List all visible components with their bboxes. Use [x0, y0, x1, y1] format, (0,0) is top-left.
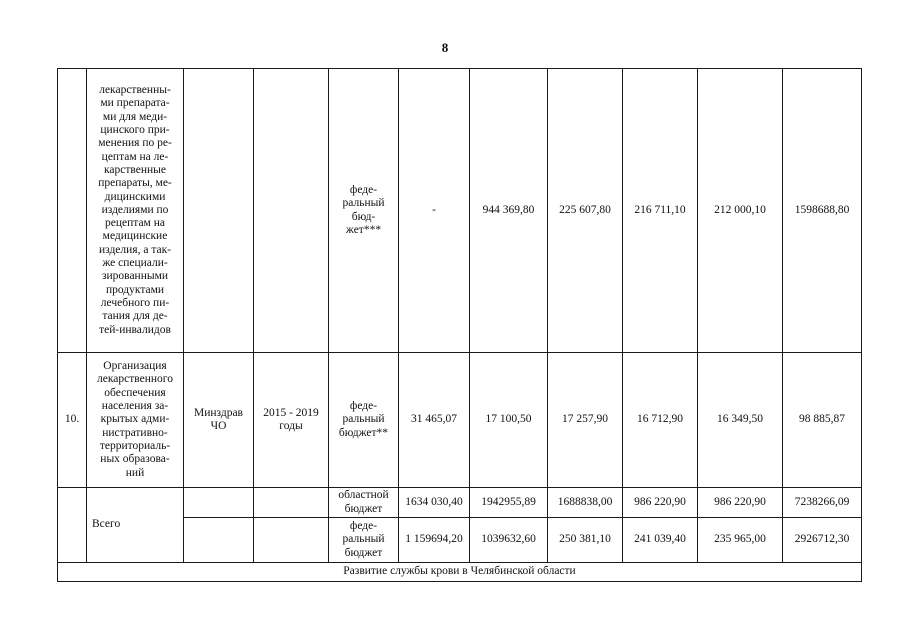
- value-cell: 98 885,87: [783, 353, 862, 488]
- section-row: [58, 563, 862, 582]
- empty-cell: [184, 488, 254, 518]
- value-cell: 17 100,50: [470, 353, 548, 488]
- value-cell: 235 965,00: [698, 518, 783, 563]
- value-cell: 1688838,00: [548, 488, 623, 518]
- value-cell: 1942955,89: [470, 488, 548, 518]
- funding-source: феде- ральный бюджет**: [329, 353, 399, 488]
- empty-cell: [254, 518, 329, 563]
- value-cell: 1598688,80: [783, 69, 862, 353]
- empty-cell: [58, 488, 87, 563]
- years: [254, 69, 329, 353]
- budget-table: [57, 68, 862, 582]
- value-cell: 216 711,10: [623, 69, 698, 353]
- empty-cell: [184, 518, 254, 563]
- funding-source: феде- ральный бюд- жет***: [329, 69, 399, 353]
- years: 2015 - 2019 годы: [254, 353, 329, 488]
- row-number: [58, 69, 87, 353]
- row-number: 10.: [58, 353, 87, 488]
- funding-source: феде- ральный бюджет: [329, 518, 399, 563]
- measure-name: Организация лекарственного обеспечения населения за- крытых адми- нистративно- территориаль- ных образова- ний: [87, 353, 184, 488]
- value-cell: 17 257,90: [548, 353, 623, 488]
- value-cell: 1634 030,40: [399, 488, 470, 518]
- executor: Минздрав ЧО: [184, 353, 254, 488]
- page-number: 8: [441, 40, 449, 55]
- value-cell: -: [399, 69, 470, 353]
- value-cell: 250 381,10: [548, 518, 623, 563]
- value-cell: 16 349,50: [698, 353, 783, 488]
- value-cell: 7238266,09: [783, 488, 862, 518]
- value-cell: 225 607,80: [548, 69, 623, 353]
- value-cell: 2926712,30: [783, 518, 862, 563]
- funding-source: областной бюджет: [329, 488, 399, 518]
- value-cell: 1039632,60: [470, 518, 548, 563]
- value-cell: 1 159694,20: [399, 518, 470, 563]
- value-cell: 212 000,10: [698, 69, 783, 353]
- total-label: Всего: [87, 488, 184, 563]
- table-row: [58, 353, 862, 488]
- section-title: Развитие службы крови в Челябинской области: [58, 563, 862, 582]
- table-row: [58, 69, 862, 353]
- empty-cell: [254, 488, 329, 518]
- executor: [184, 69, 254, 353]
- value-cell: 31 465,07: [399, 353, 470, 488]
- value-cell: 241 039,40: [623, 518, 698, 563]
- measure-name: лекарственны- ми препарата- ми для меди- цинского при- менения по ре- цептам на ле- карственные препараты, ме- дицинскими изделиями по рецептам на медицинские изделия, а так- же специали- зированными продуктами лечебного пи- тания для де- тей-инвалидов: [87, 69, 184, 353]
- value-cell: 986 220,90: [698, 488, 783, 518]
- value-cell: 944 369,80: [470, 69, 548, 353]
- value-cell: 986 220,90: [623, 488, 698, 518]
- value-cell: 16 712,90: [623, 353, 698, 488]
- total-row-regional: [58, 488, 862, 518]
